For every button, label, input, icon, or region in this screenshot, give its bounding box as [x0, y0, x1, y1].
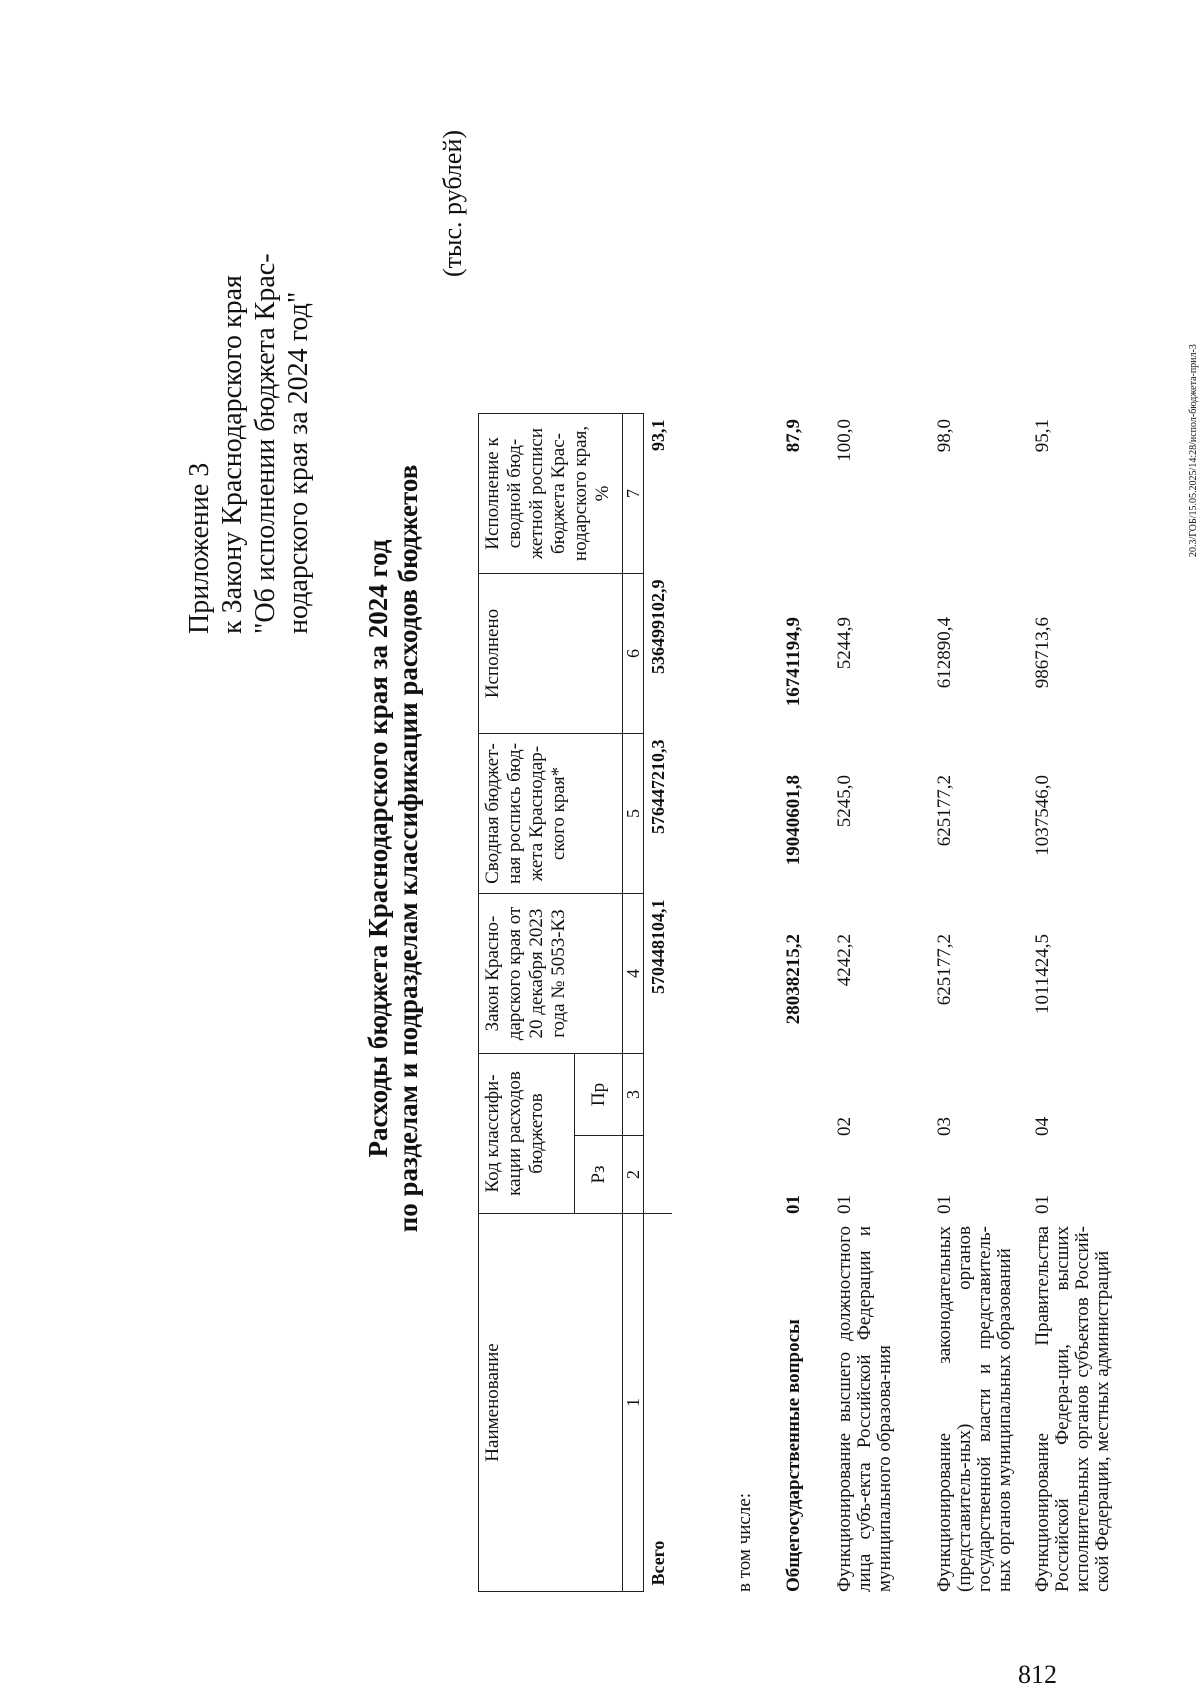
row-law: 28038215,2: [783, 934, 804, 1025]
footer-code: 20.3/ГОБ/15.05.2025/14:28/испол-бюджета-прил-3: [1188, 344, 1199, 557]
header-pr: Пр: [575, 1054, 623, 1136]
row-law: 1011424,5: [1032, 934, 1053, 1015]
total-law: 570448104,1: [648, 899, 668, 994]
header-executed: Исполнено: [479, 574, 623, 734]
appendix-line: Приложение 3: [184, 462, 215, 634]
row-rz: 01: [834, 1195, 855, 1214]
row-consolidated: 19040601,8: [783, 775, 804, 866]
row-percent: 87,9: [783, 419, 804, 453]
appendix-line: к Закону Краснодарского края: [217, 275, 248, 634]
header-table: [478, 413, 672, 1592]
row-percent: 95,1: [1032, 419, 1053, 453]
row-name: Функционирование законодательных (представитель-ных) органов государственной власти и представитель-ных органов муниципальных образований: [934, 1226, 1015, 1592]
title-line: по разделам и подразделам классификации расходов бюджетов: [393, 464, 423, 1233]
total-executed: 536499102,9: [648, 579, 668, 674]
including-label: в том числе:: [734, 1492, 755, 1592]
row-executed: 612890,4: [934, 617, 955, 689]
total-name: Всего: [644, 1214, 673, 1592]
col-num: 5: [623, 734, 644, 894]
header-code-group: Код классифи-кации расходов бюджетов: [479, 1054, 575, 1214]
row-percent: 98,0: [934, 419, 955, 453]
row-pr: 02: [834, 1117, 855, 1136]
document-title: [363, 0, 423, 1697]
col-num: 2: [623, 1136, 644, 1214]
row-law: 625177,2: [934, 934, 955, 1006]
row-rz: 01: [783, 1195, 804, 1214]
appendix-line: нодарского края за 2024 год": [283, 291, 314, 634]
row-name: Функционирование высшего должностного лица субъ-екта Российской Федерации и муниципального образова-ния: [834, 1226, 895, 1592]
title-line: Расходы бюджета Краснодарского края за 2024 год: [363, 539, 393, 1158]
total-row: [644, 414, 673, 1592]
units-label: (тыс. рублей): [438, 129, 467, 277]
row-executed: 16741194,9: [783, 617, 804, 707]
col-num: 3: [623, 1054, 644, 1136]
appendix-line: "Об исполнении бюджета Крас-: [250, 253, 281, 634]
col-num: 1: [623, 1214, 644, 1592]
appendix-header: [183, 114, 315, 634]
total-consolidated: 576447210,3: [648, 739, 668, 834]
row-name: Общегосударственные вопросы: [783, 1319, 804, 1592]
col-num: 6: [623, 574, 644, 734]
row-pr: 04: [1032, 1117, 1053, 1136]
header-name: Наименование: [479, 1214, 623, 1592]
header-consolidated: Сводная бюджет-ная роспись бюд-жета Краснодар-ского края*: [479, 734, 623, 894]
row-executed: 986713,6: [1032, 617, 1053, 689]
row-consolidated: 625177,2: [934, 775, 955, 847]
col-num: 7: [623, 414, 644, 574]
page-number: 812: [1018, 1660, 1057, 1689]
total-percent: 93,1: [648, 419, 668, 451]
row-name: Функционирование Правительства Российской Федера-ции, высших исполнительных органов субъектов Россий-ской Федерации, местных администраций: [1032, 1226, 1113, 1592]
row-pr: 03: [934, 1117, 955, 1136]
header-law: Закон Красно-дарского края от 20 декабря 2023 года № 5053-КЗ: [479, 894, 623, 1054]
header-rz: Рз: [575, 1136, 623, 1214]
row-percent: 100,0: [834, 419, 855, 462]
row-executed: 5244,9: [834, 617, 855, 670]
row-rz: 01: [1032, 1195, 1053, 1214]
row-rz: 01: [934, 1195, 955, 1214]
header-percent: Исполнение к сводной бюд-жетной росписи бюджета Крас-нодарского края, %: [479, 414, 623, 574]
row-consolidated: 5245,0: [834, 775, 855, 828]
row-consolidated: 1037546,0: [1032, 775, 1053, 856]
col-num: 4: [623, 894, 644, 1054]
row-law: 4242,2: [834, 934, 855, 987]
